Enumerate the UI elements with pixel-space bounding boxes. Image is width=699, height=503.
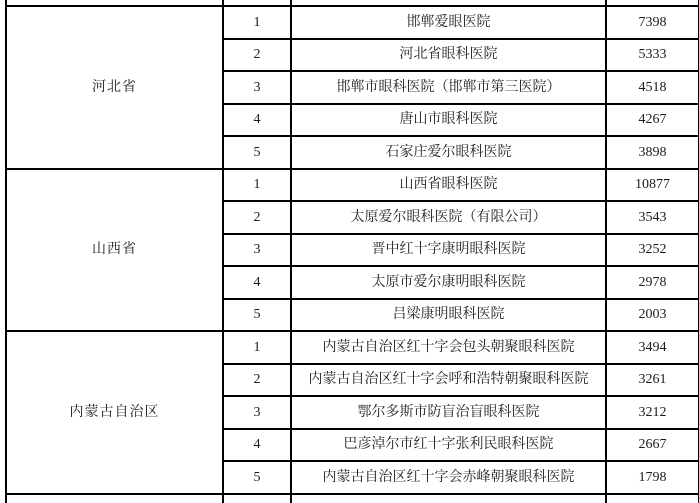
rank-cell: 2 [223,39,291,72]
table-row [6,169,699,202]
rank-cell: 3 [223,396,291,429]
hospital-cell: 吕梁康明眼科医院 [291,299,606,332]
hospital-cell: 邯郸爱眼医院 [291,6,606,39]
province-cell: 山西省 [6,169,223,332]
rank-cell: 3 [223,234,291,267]
partial-cell [223,494,291,503]
table-row [6,6,699,39]
rank-cell: 2 [223,364,291,397]
hospital-cell: 唐山市眼科医院 [291,104,606,137]
hospital-cell: 内蒙古自治区红十字会包头朝聚眼科医院 [291,331,606,364]
rank-cell: 4 [223,104,291,137]
value-cell: 3252 [606,234,699,267]
rank-cell: 4 [223,266,291,299]
value-cell: 3212 [606,396,699,429]
value-cell: 4518 [606,71,699,104]
hospital-cell: 石家庄爱尔眼科医院 [291,136,606,169]
value-cell: 1798 [606,461,699,494]
value-cell: 2978 [606,266,699,299]
hospital-cell: 鄂尔多斯市防盲治盲眼科医院 [291,396,606,429]
partial-row-bottom [6,494,699,503]
hospital-cell: 巴彦淖尔市红十字张利民眼科医院 [291,429,606,462]
rank-cell: 5 [223,299,291,332]
hospital-cell: 邯郸市眼科医院（邯郸市第三医院） [291,71,606,104]
value-cell: 4267 [606,104,699,137]
rank-cell: 1 [223,6,291,39]
rank-cell: 2 [223,201,291,234]
value-cell: 3261 [606,364,699,397]
rank-cell: 4 [223,429,291,462]
table-row [6,331,699,364]
value-cell: 3494 [606,331,699,364]
hospital-ranking-table [5,0,699,503]
partial-cell [6,494,223,503]
hospital-cell: 晋中红十字康明眼科医院 [291,234,606,267]
partial-cell [291,494,606,503]
value-cell: 3543 [606,201,699,234]
hospital-cell: 山西省眼科医院 [291,169,606,202]
hospital-cell: 内蒙古自治区红十字会呼和浩特朝聚眼科医院 [291,364,606,397]
value-cell: 3898 [606,136,699,169]
value-cell: 10877 [606,169,699,202]
hospital-cell: 太原市爱尔康明眼科医院 [291,266,606,299]
value-cell: 2667 [606,429,699,462]
province-cell: 内蒙古自治区 [6,331,223,494]
rank-cell: 5 [223,461,291,494]
rank-cell: 5 [223,136,291,169]
rank-cell: 3 [223,71,291,104]
rank-cell: 1 [223,169,291,202]
value-cell: 2003 [606,299,699,332]
hospital-cell: 太原爱尔眼科医院（有限公司） [291,201,606,234]
province-cell: 河北省 [6,6,223,169]
rank-cell: 1 [223,331,291,364]
partial-cell [606,494,699,503]
hospital-cell: 河北省眼科医院 [291,39,606,72]
value-cell: 7398 [606,6,699,39]
value-cell: 5333 [606,39,699,72]
hospital-cell: 内蒙古自治区红十字会赤峰朝聚眼科医院 [291,461,606,494]
